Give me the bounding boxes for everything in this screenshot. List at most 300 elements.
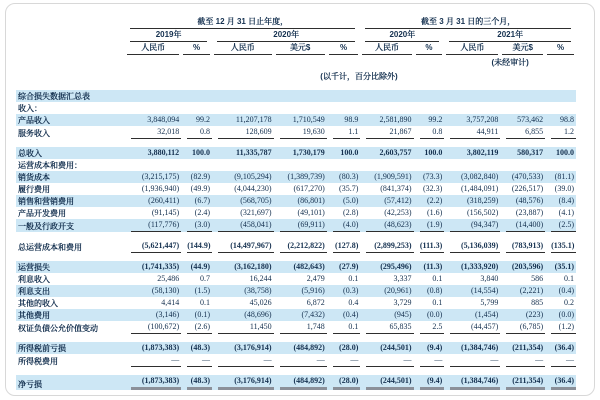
cell-value: (260,411): [148, 196, 180, 205]
value-cell: [181, 147, 212, 159]
value-cell: [545, 240, 576, 253]
value-cell: [125, 354, 181, 367]
cell-value: (58,130): [151, 286, 180, 295]
value-cell: [181, 354, 212, 367]
value-cell: [327, 90, 361, 102]
value-cell: [212, 183, 274, 195]
period-group-row: [16, 16, 576, 29]
value-cell: [181, 297, 212, 309]
cell-value: (69,911): [280, 219, 327, 232]
value-cell: [181, 90, 212, 102]
cell-value: (211,354): [506, 375, 545, 390]
row-label: 其他费用: [18, 311, 50, 320]
value-cell: [360, 90, 413, 102]
value-cell: [414, 354, 445, 367]
table-row: [16, 207, 576, 219]
cell-value: (1.5): [194, 286, 210, 295]
cell-value: (211,354): [512, 343, 544, 352]
cell-value: (1,333,920): [461, 262, 499, 271]
cell-value: —: [506, 354, 545, 367]
cell-value: (39.0): [554, 184, 574, 193]
cell-value: (42,253): [384, 208, 412, 217]
table-row: [16, 171, 576, 183]
cell-value: (57,412): [384, 196, 412, 205]
cell-value: (223): [525, 310, 544, 319]
cell-value: (3.0): [187, 219, 212, 232]
cell-value: 2,479: [306, 274, 325, 283]
cell-value: 580,317: [517, 148, 544, 157]
value-cell: [444, 375, 500, 390]
row-label: 收入：: [18, 104, 42, 113]
table-row: [16, 321, 576, 334]
value-cell: [274, 354, 327, 367]
value-cell: [212, 126, 274, 139]
cell-value: 3,802,119: [466, 148, 499, 157]
cell-value: (617,270): [293, 184, 325, 193]
value-cell: [414, 195, 445, 207]
cell-value: (44,457): [450, 321, 500, 334]
cell-value: 99.2: [428, 115, 443, 124]
cell-value: (3,176,914): [234, 343, 272, 352]
value-cell: [181, 183, 212, 195]
cell-value: —: [333, 354, 361, 367]
value-cell: [327, 285, 361, 297]
value-cell: [274, 273, 327, 285]
cell-value: (2,221): [519, 286, 544, 295]
cell-value: (1,873,383): [131, 375, 181, 390]
row-label: 履行费用: [18, 185, 50, 194]
value-cell: [327, 297, 361, 309]
cell-value: 3,757,208: [466, 115, 499, 124]
value-cell: [212, 219, 274, 232]
value-cell: [181, 240, 212, 253]
cell-value: (2.5): [551, 219, 576, 232]
value-cell: [125, 126, 181, 139]
value-cell: [212, 195, 274, 207]
section-row: [16, 102, 576, 114]
value-cell: [274, 261, 327, 273]
value-cell: [327, 171, 361, 183]
value-cell: [125, 183, 181, 195]
value-cell: [125, 171, 181, 183]
value-cell: [414, 147, 445, 159]
value-cell: [500, 261, 545, 273]
cell-value: 128,609: [218, 126, 274, 139]
cell-value: (458,041): [218, 219, 274, 232]
section-row: [16, 90, 576, 102]
value-cell: [274, 171, 327, 183]
value-cell: [414, 207, 445, 219]
value-cell: [414, 261, 445, 273]
spacer-row: [16, 82, 576, 90]
value-cell: [545, 183, 576, 195]
value-cell: [545, 321, 576, 334]
row-label: 服务收入: [18, 129, 50, 138]
spacer-cell: [16, 367, 576, 375]
value-cell: [327, 126, 361, 139]
value-cell: [274, 90, 327, 102]
cell-value: 885: [531, 298, 544, 307]
value-cell: [181, 273, 212, 285]
cell-value: (127.8): [333, 240, 361, 253]
cell-value: (5,136,039): [450, 240, 500, 253]
spacer-cell: [16, 334, 576, 342]
consolidated-loss-summary-table: [16, 16, 576, 390]
cell-value: (0.0): [558, 310, 574, 319]
cell-value: (91,145): [151, 208, 180, 217]
table-header: [16, 16, 576, 82]
cell-value: 0.8: [420, 126, 445, 139]
row-label: 一般及行政开支: [18, 222, 74, 231]
value-cell: [181, 219, 212, 232]
table-row: [16, 219, 576, 232]
cell-value: (1,484,091): [461, 184, 499, 193]
cell-value: (945): [394, 310, 412, 319]
row-label: 所得税前亏损: [18, 344, 66, 353]
row-label: 利息支出: [18, 287, 50, 296]
value-cell: [125, 114, 181, 126]
value-cell: [181, 114, 212, 126]
value-cell: [274, 285, 327, 297]
value-cell: [274, 321, 327, 334]
cell-value: (568,705): [240, 196, 272, 205]
cell-value: (244,501): [380, 343, 412, 352]
value-cell: [181, 159, 212, 171]
cell-value: (1,936,940): [141, 184, 180, 193]
cell-value: 19,630: [280, 126, 327, 139]
value-cell: [444, 273, 500, 285]
value-cell: [545, 273, 576, 285]
table-row: [16, 297, 576, 309]
value-cell: [360, 309, 413, 321]
cell-value: (3,146): [155, 310, 180, 319]
cell-value: (80.3): [339, 172, 359, 181]
cell-value: (1,384,746): [450, 375, 500, 390]
value-cell: [444, 183, 500, 195]
value-cell: [500, 102, 545, 114]
value-cell: [545, 126, 576, 139]
value-cell: [274, 126, 327, 139]
table-row: [16, 195, 576, 207]
value-cell: [444, 195, 500, 207]
value-cell: [125, 102, 181, 114]
cell-value: —: [420, 354, 445, 367]
table-row: [16, 261, 576, 273]
value-cell: [181, 309, 212, 321]
table-row: [16, 375, 576, 390]
value-cell: [414, 114, 445, 126]
cell-value: 6,855: [506, 126, 545, 139]
cell-value: 3,848,094: [147, 115, 180, 124]
cell-value: (4.1): [558, 208, 574, 217]
col-usd-2020: 美元$: [276, 43, 325, 55]
cell-value: (9,105,294): [234, 172, 272, 181]
cell-value: (0.8): [427, 286, 443, 295]
cell-value: (35.7): [339, 184, 359, 193]
cell-value: (2,899,253): [366, 240, 413, 253]
value-cell: [360, 114, 413, 126]
cell-value: (1,909,591): [374, 172, 412, 181]
cell-value: (36.4): [554, 343, 574, 352]
value-cell: [212, 207, 274, 219]
value-cell: [414, 273, 445, 285]
value-cell: [360, 183, 413, 195]
cell-value: (82.9): [190, 172, 210, 181]
table-row: [16, 126, 576, 139]
value-cell: [274, 342, 327, 354]
row-label: 所得税费用: [18, 357, 58, 366]
value-cell: [444, 240, 500, 253]
col-rmb-2020: 人民币: [214, 43, 272, 55]
value-cell: [545, 297, 576, 309]
value-cell: [181, 321, 212, 334]
value-cell: [414, 102, 445, 114]
cell-value: (48.3): [190, 343, 210, 352]
cell-value: 32,018: [131, 126, 181, 139]
cell-value: (470,533): [511, 172, 544, 181]
cell-value: (6.7): [194, 196, 210, 205]
table-row: [16, 183, 576, 195]
cell-value: (156,502): [467, 208, 499, 217]
value-cell: [327, 273, 361, 285]
value-cell: [327, 195, 361, 207]
value-cell: [212, 321, 274, 334]
cell-value: (203,596): [511, 262, 544, 271]
unaudited-row: [16, 55, 576, 68]
cell-value: 2,603,757: [379, 148, 412, 157]
value-cell: [444, 126, 500, 139]
spacer-cell: [16, 253, 576, 261]
cell-value: (5,621,447): [131, 240, 181, 253]
spacer-cell: [16, 139, 576, 147]
value-cell: [414, 342, 445, 354]
value-cell: [444, 285, 500, 297]
col-rmb-2021q1: 人民币: [446, 43, 498, 55]
value-cell: [212, 297, 274, 309]
cell-value: —: [551, 354, 576, 367]
value-cell: [360, 147, 413, 159]
cell-value: (32.3): [423, 184, 443, 193]
cell-value: 0.1: [432, 298, 443, 307]
value-cell: [500, 309, 545, 321]
value-cell: [125, 159, 181, 171]
cell-value: (2.2): [427, 196, 443, 205]
value-cell: [327, 354, 361, 367]
cell-value: (73.3): [423, 172, 443, 181]
table-row: [16, 147, 576, 159]
value-cell: [414, 240, 445, 253]
value-cell: [360, 354, 413, 367]
cell-value: 0.2: [564, 298, 574, 307]
value-cell: [500, 375, 545, 390]
value-cell: [274, 309, 327, 321]
table-row: [16, 354, 576, 367]
value-cell: [212, 309, 274, 321]
cell-value: (244,501): [366, 375, 413, 390]
value-cell: [545, 375, 576, 390]
col-rmb-2020q1: 人民币: [362, 43, 411, 55]
table-row: [16, 273, 576, 285]
row-label: 净亏损: [18, 380, 42, 389]
spacer-row: [16, 253, 576, 261]
value-cell: [444, 342, 500, 354]
cell-value: —: [280, 354, 327, 367]
header-spacer: [16, 16, 125, 29]
value-cell: [327, 375, 361, 390]
units-note: (以千计，百分比除外): [320, 72, 398, 81]
cell-value: (28.0): [333, 375, 361, 390]
cell-value: 98.8: [560, 115, 574, 124]
cell-value: (318,259): [467, 196, 499, 205]
value-cell: [444, 309, 500, 321]
cell-value: (1.9): [420, 219, 445, 232]
cell-value: 99.2: [195, 115, 210, 124]
spacer-row: [16, 367, 576, 375]
value-cell: [500, 207, 545, 219]
value-cell: [414, 183, 445, 195]
spacer-row: [16, 334, 576, 342]
value-cell: [181, 375, 212, 390]
value-cell: [181, 342, 212, 354]
value-cell: [327, 114, 361, 126]
value-cell: [414, 126, 445, 139]
value-cell: [181, 102, 212, 114]
cell-value: (1,454): [475, 310, 499, 319]
cell-value: (38,758): [244, 286, 272, 295]
value-cell: [545, 285, 576, 297]
year-2020: 2020年: [217, 30, 355, 42]
value-cell: [125, 285, 181, 297]
value-cell: [545, 195, 576, 207]
value-cell: [125, 309, 181, 321]
cell-value: (321,697): [240, 208, 272, 217]
value-cell: [414, 90, 445, 102]
value-cell: [444, 297, 500, 309]
value-cell: [327, 342, 361, 354]
cell-value: (1,389,739): [287, 172, 325, 181]
cell-value: (14,554): [471, 286, 499, 295]
value-cell: [125, 90, 181, 102]
value-cell: [125, 321, 181, 334]
value-cell: [360, 375, 413, 390]
value-cell: [545, 342, 576, 354]
cell-value: (20,961): [384, 286, 412, 295]
value-cell: [327, 219, 361, 232]
value-cell: [212, 159, 274, 171]
value-cell: [212, 273, 274, 285]
value-cell: [444, 159, 500, 171]
cell-value: (81.1): [554, 172, 574, 181]
period-group-year-end-dec31: 截至 12 月 31 日止年度，: [130, 17, 355, 29]
value-cell: [414, 159, 445, 171]
value-cell: [500, 114, 545, 126]
cell-value: 45,026: [249, 298, 272, 307]
value-cell: [327, 309, 361, 321]
value-cell: [327, 240, 361, 253]
value-cell: [274, 297, 327, 309]
value-cell: [125, 261, 181, 273]
cell-value: (35.1): [554, 262, 574, 271]
value-cell: [414, 219, 445, 232]
value-cell: [360, 261, 413, 273]
value-cell: [181, 207, 212, 219]
value-cell: [545, 90, 576, 102]
cell-value: (2,212,822): [280, 240, 327, 253]
cell-value: (226,517): [511, 184, 544, 193]
period-group-three-months-mar31: 截至 3 月 31 日的三个月，: [365, 17, 571, 29]
cell-value: (135.1): [551, 240, 576, 253]
value-cell: [274, 147, 327, 159]
cell-value: (0.1): [194, 310, 210, 319]
cell-value: —: [131, 354, 181, 367]
value-cell: [414, 171, 445, 183]
row-label: 销货成本: [18, 173, 50, 182]
cell-value: 11,450: [218, 321, 274, 334]
cell-value: (117,776): [131, 219, 181, 232]
cell-value: (783,913): [506, 240, 545, 253]
cell-value: 100.0: [191, 148, 210, 157]
cell-value: 100.0: [424, 148, 443, 157]
col-pct-2020: %: [329, 43, 359, 55]
table-row: [16, 342, 576, 354]
value-cell: [125, 342, 181, 354]
cell-value: 0.1: [564, 274, 574, 283]
cell-value: 3,729: [393, 298, 412, 307]
table-row: [16, 285, 576, 297]
cell-value: 2,581,890: [379, 115, 412, 124]
year-2019: 2019年: [130, 30, 207, 42]
cell-value: 4,414: [161, 298, 180, 307]
cell-value: 0.1: [333, 321, 361, 334]
value-cell: [274, 183, 327, 195]
cell-value: 0.1: [199, 298, 210, 307]
value-cell: [414, 375, 445, 390]
cell-value: (27.9): [339, 262, 359, 271]
cell-value: (0.0): [427, 310, 443, 319]
cell-value: (94,347): [450, 219, 500, 232]
cell-value: (48,576): [515, 196, 544, 205]
value-cell: [414, 321, 445, 334]
row-label: 利息收入: [18, 275, 50, 284]
value-cell: [125, 240, 181, 253]
cell-value: 3,880,112: [147, 148, 180, 157]
value-cell: [212, 261, 274, 273]
value-cell: [360, 297, 413, 309]
value-cell: [360, 195, 413, 207]
value-cell: [360, 273, 413, 285]
value-cell: [500, 342, 545, 354]
value-cell: [181, 171, 212, 183]
value-cell: [500, 240, 545, 253]
row-label: 综合损失数据汇总表: [18, 92, 90, 101]
cell-value: (3,215,175): [141, 172, 180, 181]
value-cell: [500, 171, 545, 183]
cell-value: 1,730,179: [292, 148, 325, 157]
value-cell: [327, 102, 361, 114]
value-cell: [181, 195, 212, 207]
financial-statement-card: [5, 3, 595, 396]
cell-value: 44,911: [450, 126, 500, 139]
value-cell: [545, 207, 576, 219]
cell-value: 0.7: [199, 274, 210, 283]
cell-value: (3,082,840): [461, 172, 499, 181]
spacer-cell: [16, 82, 576, 90]
value-cell: [212, 342, 274, 354]
cell-value: (1,873,383): [141, 343, 180, 352]
units-note-row: [16, 68, 576, 82]
value-cell: [212, 171, 274, 183]
cell-value: (14,400): [506, 219, 545, 232]
